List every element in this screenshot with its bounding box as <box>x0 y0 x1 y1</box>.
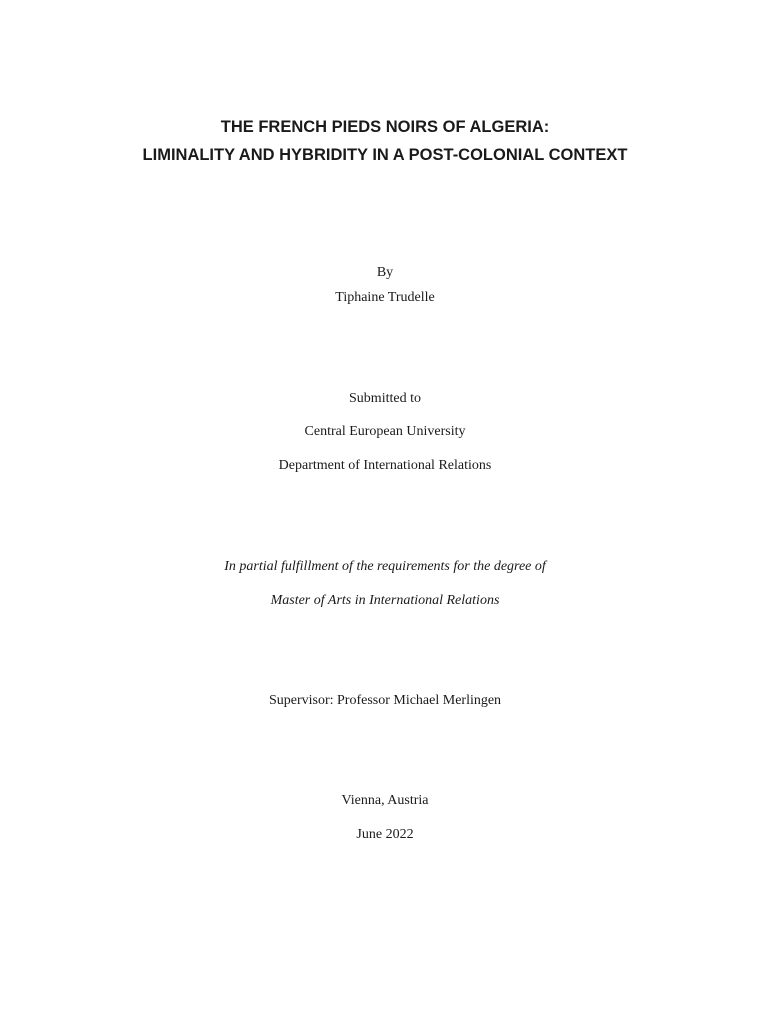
submitted-to-label: Submitted to <box>349 391 421 406</box>
thesis-title-line-2: LIMINALITY AND HYBRIDITY IN A POST-COLONIAL CONTEXT <box>142 146 628 164</box>
degree-statement-line-2: Master of Arts in International Relations <box>270 593 500 608</box>
date-line: June 2022 <box>356 827 414 842</box>
author-name: Tiphaine Trudelle <box>335 290 435 305</box>
department-name: Department of International Relations <box>278 458 492 473</box>
university-name: Central European University <box>304 424 466 439</box>
thesis-title-line-1: THE FRENCH PIEDS NOIRS OF ALGERIA: <box>220 118 550 136</box>
supervisor-line: Supervisor: Professor Michael Merlingen <box>268 693 502 708</box>
by-label: By <box>376 265 394 280</box>
degree-statement-line-1: In partial fulfillment of the requirements for the degree of <box>224 559 546 574</box>
place-line: Vienna, Austria <box>341 793 429 808</box>
